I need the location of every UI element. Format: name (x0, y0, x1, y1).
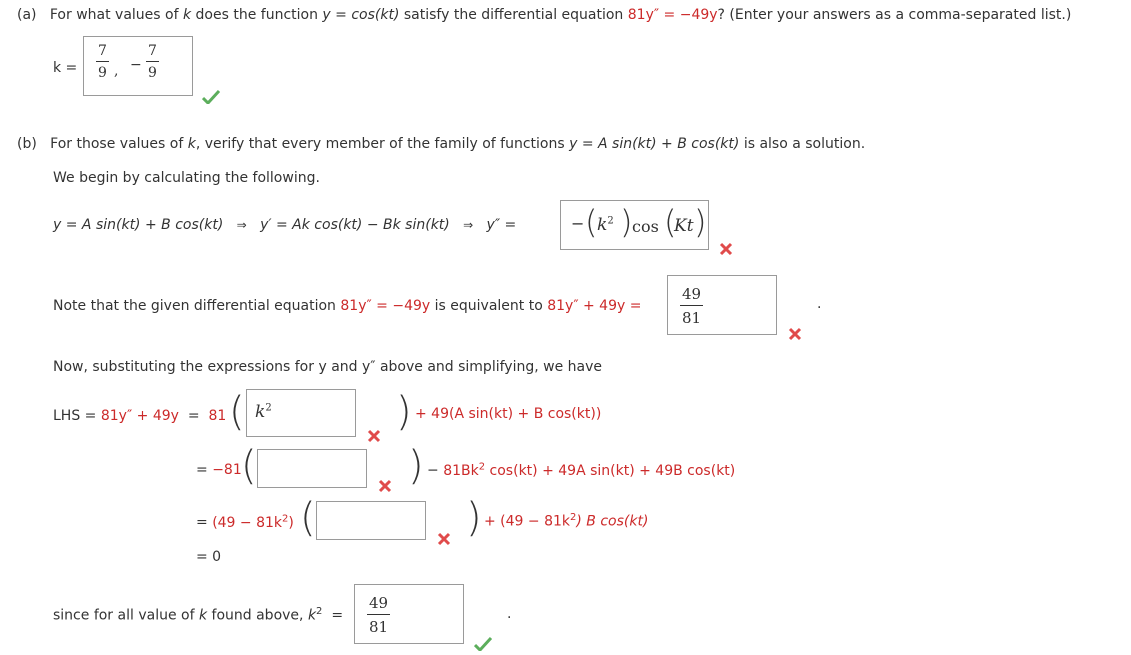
final-text: found above, (207, 607, 308, 624)
separator: , (114, 63, 119, 79)
equals-sign: = (196, 462, 208, 478)
note-text: is equivalent to (430, 298, 548, 314)
intro-text: We begin by calculating the following. (53, 170, 320, 186)
right-paren: ) (466, 495, 482, 541)
equals-sign: = (187, 408, 200, 424)
question-text: , verify that every member of the family of functions (195, 136, 570, 152)
denominator: 9 (98, 65, 107, 81)
note-line (53, 298, 641, 314)
question-text: For what values of (49, 7, 183, 23)
left-paren: ( (664, 203, 677, 241)
lhs-line-3 (196, 513, 294, 531)
cos-fn: cos (632, 217, 659, 236)
note-text: Note that the given differential equation (53, 298, 341, 314)
numerator: 7 (98, 43, 107, 59)
lhs-line2-tail (427, 461, 735, 479)
k-squared (597, 215, 614, 235)
right-paren: ) (620, 203, 633, 241)
lhs-line-2 (196, 462, 242, 478)
var-k: k (182, 7, 192, 23)
question-text: does the function (191, 7, 323, 23)
fraction (367, 594, 390, 636)
function-family: y = A sin(kt) + B cos(kt) (569, 136, 740, 152)
k-squared-answer-box[interactable] (354, 584, 464, 644)
var-k: k (198, 607, 208, 624)
denominator: 81 (369, 618, 389, 636)
exponent: 2 (282, 513, 289, 524)
incorrect-cross-icon (788, 327, 802, 341)
minus-sign: − (427, 462, 439, 479)
question-text: is also a solution. (739, 136, 866, 152)
coefficient: −81 (212, 462, 242, 478)
numerator: 49 (369, 594, 389, 612)
yprime-expr: y′ = Ak cos(kt) − Bk sin(kt) (260, 217, 450, 233)
lhs-line1-answer-box[interactable] (246, 389, 356, 437)
period: . (507, 606, 512, 622)
coefficient: 81 (208, 408, 227, 424)
correct-check-icon (474, 637, 492, 651)
lhs-line3-tail (484, 512, 648, 530)
k-squared (255, 402, 272, 422)
left-paren: ( (300, 495, 316, 541)
exponent: 2 (478, 461, 486, 472)
part-a-question (17, 7, 1071, 23)
incorrect-cross-icon (378, 479, 392, 493)
part-a-label: (a) (17, 7, 37, 23)
exponent: 2 (316, 606, 323, 617)
equivalent-eq: 81y″ + 49y = (547, 298, 642, 314)
var-k: k (255, 402, 266, 422)
var-k: k (307, 607, 317, 624)
lhs-line1-tail: + 49(A sin(kt) + B cos(kt)) (415, 406, 602, 422)
numerator: 7 (148, 43, 157, 59)
fraction (680, 285, 703, 327)
denominator: 81 (682, 309, 702, 327)
left-paren: ( (585, 203, 598, 241)
diff-eq: 81y″ = −49y (627, 7, 718, 23)
part-b-question (17, 136, 865, 152)
fraction (96, 43, 109, 81)
var-k: k (597, 215, 608, 235)
question-text: ? (Enter your answers as a comma-separated list.) (717, 7, 1072, 23)
tail-pre: + (49 − 81k (484, 513, 571, 530)
final-text: since for all value of (53, 607, 199, 624)
exponent: 2 (607, 215, 614, 227)
question-text: For those values of (50, 136, 188, 152)
fraction-bar (96, 61, 109, 62)
incorrect-cross-icon (367, 429, 381, 443)
coef-post: ) (288, 514, 294, 531)
tail-expr (443, 463, 735, 479)
left-paren: ( (241, 443, 257, 489)
incorrect-cross-icon (719, 242, 733, 256)
fraction (146, 43, 159, 81)
correct-check-icon (202, 90, 220, 104)
exponent: 2 (570, 512, 577, 523)
numerator: 49 (682, 285, 702, 303)
denominator: 9 (148, 65, 157, 81)
lhs-line2-answer-box[interactable] (257, 449, 367, 488)
final-line (53, 606, 343, 624)
k-answer-box[interactable] (83, 36, 193, 96)
tail-term: 81Bk (443, 462, 479, 479)
minus-sign: − (130, 57, 142, 73)
y-expr: y = A sin(kt) + B cos(kt) (53, 217, 224, 233)
substitution-intro: Now, substituting the expressions for y and y″ above and simplifying, we have (53, 359, 602, 375)
lhs-line3-answer-box[interactable] (316, 501, 426, 540)
lhs-line-4: = 0 (196, 549, 222, 565)
equals-sign: = (331, 607, 344, 624)
coefficient (212, 515, 294, 531)
right-paren: ) (396, 389, 412, 435)
function-expr: y = cos(kt) (322, 7, 400, 23)
coef-pre: (49 − 81k (212, 514, 283, 531)
fraction-bar (367, 614, 390, 615)
ydouble-answer-box[interactable] (560, 200, 709, 250)
lhs-expr: 81y″ + 49y (100, 408, 179, 424)
fraction-bar (680, 305, 703, 306)
incorrect-cross-icon (437, 532, 451, 546)
exponent: 2 (265, 402, 272, 414)
equivalent-answer-box[interactable] (667, 275, 777, 335)
left-paren: ( (229, 389, 245, 435)
question-text: satisfy the differential equation (399, 7, 628, 23)
part-b-label: (b) (17, 136, 37, 152)
diff-eq: 81y″ = −49y (340, 298, 431, 314)
lhs-label: LHS = (53, 408, 97, 424)
fraction-bar (146, 61, 159, 62)
implies-arrow: ⇒ (236, 218, 247, 232)
tail-post: ) B cos(kt) (576, 513, 649, 530)
derivative-line (53, 217, 516, 233)
period: . (817, 296, 822, 312)
cos-arg: Kt (674, 216, 694, 236)
k-answer-label: k = (53, 60, 78, 76)
implies-arrow: ⇒ (463, 218, 474, 232)
var-k: k (187, 136, 196, 152)
equals-sign: = (196, 514, 208, 531)
right-paren: ) (694, 203, 707, 241)
lhs-line-1 (53, 408, 226, 424)
ydouble-label: y″ = (486, 217, 517, 233)
right-paren: ) (408, 443, 424, 489)
minus-sign: − (571, 214, 585, 233)
tail-rest: cos(kt) + 49A sin(kt) + 49B cos(kt) (485, 462, 736, 479)
